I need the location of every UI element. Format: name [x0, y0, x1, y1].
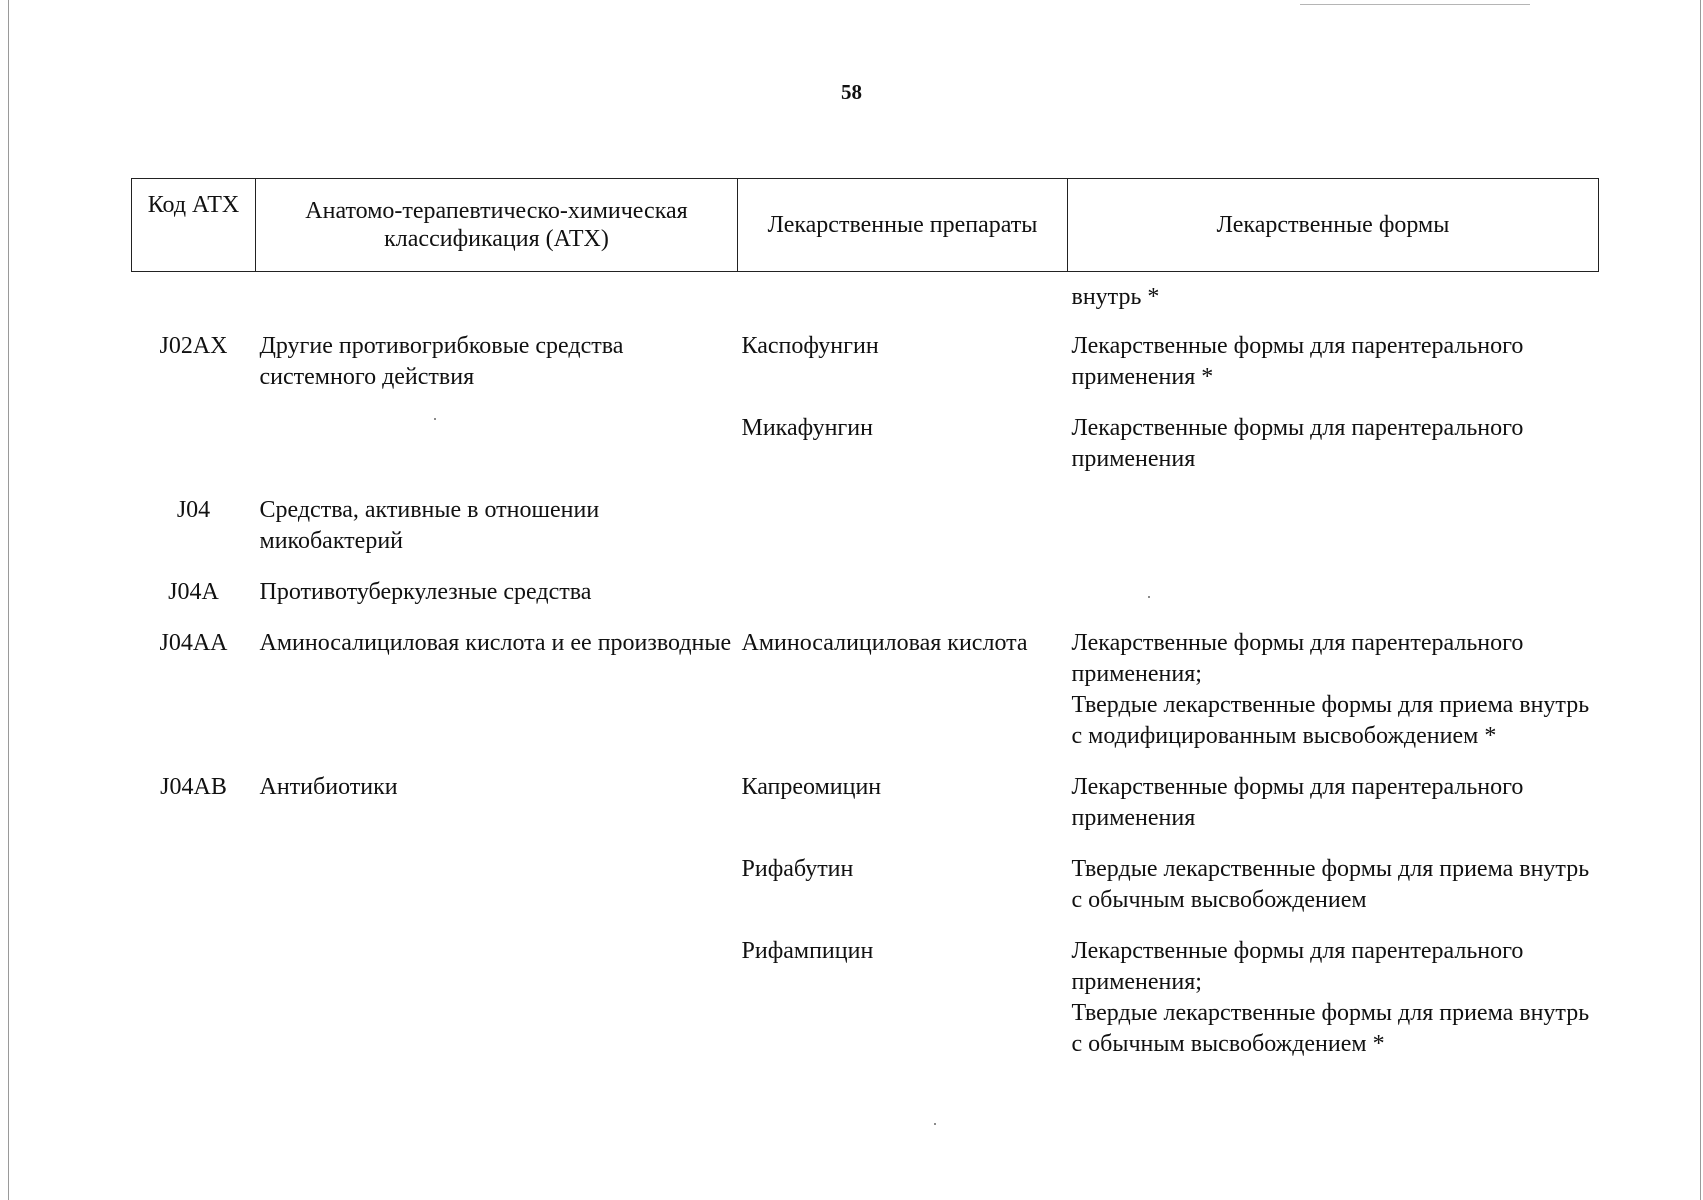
table-row [132, 772, 1599, 854]
dosage-forms-cell [1068, 495, 1599, 577]
dosage-form-text: Лекарственные формы для парентерального применения * [1071, 333, 1524, 390]
classification-cell: Средства, активные в отношении микобактерий [259, 497, 600, 554]
scan-border-right [1700, 0, 1701, 1200]
header-drugs: Лекарственные препараты [738, 179, 1068, 272]
drug-name-cell: Рифабутин [741, 856, 854, 882]
dosage-forms-cell [1068, 628, 1599, 772]
classification-cell: Другие противогрибковые средства системного действия [259, 333, 624, 390]
table-row [132, 272, 1599, 332]
atc-code-cell: J02AX [159, 333, 228, 359]
dosage-forms-cell [1068, 854, 1599, 936]
table-row [132, 854, 1599, 936]
header-code: Код АТХ [132, 179, 256, 272]
table-header [132, 179, 1599, 272]
drug-name-cell [738, 495, 1068, 577]
table-row [132, 413, 1599, 495]
table-row [132, 936, 1599, 1080]
table-row [132, 628, 1599, 772]
dosage-forms-cell [1068, 772, 1599, 854]
atc-code-cell: J04 [176, 497, 211, 523]
classification-cell [256, 936, 738, 1080]
scan-border-top [1300, 4, 1530, 5]
atc-code-cell [132, 854, 256, 936]
dosage-form-text: внутрь * [1071, 284, 1160, 310]
drug-name-cell [738, 272, 1068, 332]
classification-cell: Аминосалициловая кислота и ее производные [259, 630, 732, 656]
dosage-forms-cell [1068, 331, 1599, 413]
dosage-form-text: Лекарственные формы для парентерального применения [1071, 415, 1524, 472]
atc-code-cell: J04AB [160, 774, 227, 800]
atc-code-cell: J04A [168, 579, 219, 605]
drug-name-cell: Микафунгин [741, 415, 873, 441]
atc-table [131, 178, 1599, 1080]
header-forms: Лекарственные формы [1068, 179, 1599, 272]
drug-name-cell: Капреомицин [741, 774, 882, 800]
table-row [132, 495, 1599, 577]
classification-cell: Антибиотики [259, 774, 398, 800]
header-row [132, 179, 1599, 272]
dosage-form-text: Твердые лекарственные формы для приема внутрь с модифицированным высвобождением * [1071, 692, 1590, 749]
dosage-form-text: Лекарственные формы для парентерального применения [1071, 774, 1524, 831]
dosage-forms-cell [1068, 577, 1599, 628]
drug-name-cell: Рифампицин [741, 938, 874, 964]
classification-cell [256, 854, 738, 936]
atc-code-cell [132, 936, 256, 1080]
header-classification: Анатомо-терапевтическо-химическая классификация (АТХ) [256, 179, 738, 272]
dosage-form-text: Твердые лекарственные формы для приема внутрь с обычным высвобождением * [1071, 1000, 1590, 1057]
atc-code-cell [132, 272, 256, 332]
table-row [132, 577, 1599, 628]
scan-border-left [8, 0, 9, 1200]
drug-name-cell [738, 577, 1068, 628]
atc-code-cell [132, 413, 256, 495]
dosage-forms-cell [1068, 272, 1599, 332]
dosage-form-text: Твердые лекарственные формы для приема внутрь с обычным высвобождением [1071, 856, 1590, 913]
dosage-forms-cell [1068, 936, 1599, 1080]
drug-name-cell: Каспофунгин [741, 333, 879, 359]
classification-cell [256, 413, 738, 495]
classification-cell [256, 272, 738, 332]
table-row [132, 331, 1599, 413]
drug-name-cell: Аминосалициловая кислота [741, 630, 1028, 656]
dosage-form-text: Лекарственные формы для парентерального применения; [1071, 938, 1524, 995]
page-number: 58 [841, 80, 862, 104]
classification-cell: Противотуберкулезные средства [259, 579, 592, 605]
table-body [132, 272, 1599, 1081]
dosage-forms-cell [1068, 413, 1599, 495]
atc-code-cell: J04AA [159, 630, 228, 656]
dosage-form-text: Лекарственные формы для парентерального применения; [1071, 630, 1524, 687]
scan-speck [934, 1123, 936, 1125]
